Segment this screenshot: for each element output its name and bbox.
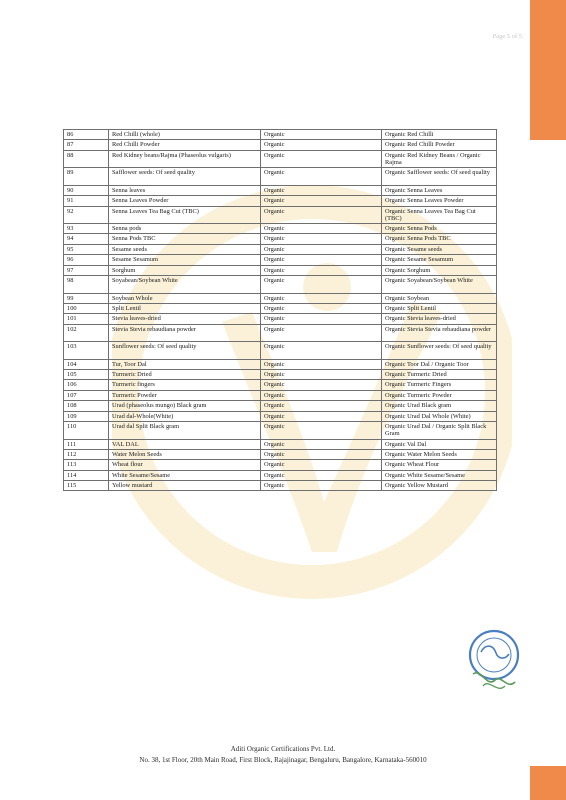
cell-category: Organic <box>261 380 382 390</box>
cell-product-name: Soyabean/Soybean White <box>109 276 261 294</box>
cell-product-name: Sesame seeds <box>109 244 261 254</box>
table-row <box>64 206 497 224</box>
cell-category: Organic <box>261 276 382 294</box>
cell-category: Organic <box>261 411 382 421</box>
table-row <box>64 439 497 449</box>
cell-sno: 91 <box>64 196 109 206</box>
cell-product-name: Stevia leaves-dried <box>109 314 261 324</box>
cell-sno: 96 <box>64 255 109 265</box>
cell-sno: 111 <box>64 439 109 449</box>
footer-address: No. 38, 1st Floor, 20th Main Road, First Block, Rajajinagar, Bengaluru, Bangalore, Karnataka-560010 <box>139 756 427 764</box>
table-row <box>64 196 497 206</box>
cell-product-name: Tur, Toor Dal <box>109 359 261 369</box>
cell-sno: 107 <box>64 390 109 400</box>
table-row <box>64 370 497 380</box>
cell-category: Organic <box>261 481 382 491</box>
table-row <box>64 460 497 470</box>
cell-product-name: Urad dal Split Black gram <box>109 422 261 440</box>
cell-category: Organic <box>261 390 382 400</box>
cell-description: Organic Turmeric Powder <box>382 390 497 400</box>
cell-product-name: Water Melon Seeds <box>109 449 261 459</box>
cell-sno: 103 <box>64 342 109 360</box>
cell-product-name: Red Chilli (whole) <box>109 130 261 140</box>
orange-side-bar-bottom <box>530 766 566 800</box>
table-row <box>64 140 497 150</box>
products-table <box>63 129 497 491</box>
cell-sno: 98 <box>64 276 109 294</box>
certification-seal-icon <box>463 628 521 698</box>
table-row <box>64 390 497 400</box>
cell-description: Organic Urad Dal / Organic Split Black Gram <box>382 422 497 440</box>
cell-description: Organic Safflower seeds: Of seed quality <box>382 168 497 186</box>
table-row <box>64 303 497 313</box>
cell-sno: 109 <box>64 411 109 421</box>
cell-description: Organic Sorghum <box>382 265 497 275</box>
cell-description: Organic White Sesame/Sesame <box>382 470 497 480</box>
cell-product-name: Senna Leaves Tea Bag Cut (TBC) <box>109 206 261 224</box>
cell-product-name: Sorghum <box>109 265 261 275</box>
cell-sno: 115 <box>64 481 109 491</box>
cell-description: Organic Val Dal <box>382 439 497 449</box>
cell-sno: 102 <box>64 324 109 342</box>
table-row <box>64 314 497 324</box>
cell-product-name: Soybean Whole <box>109 293 261 303</box>
cell-sno: 89 <box>64 168 109 186</box>
page-number: Page 5 of 5 <box>492 33 522 40</box>
table-row <box>64 481 497 491</box>
cell-product-name: Turmeric Powder <box>109 390 261 400</box>
cell-sno: 101 <box>64 314 109 324</box>
cell-description: Organic Senna Leaves Powder <box>382 196 497 206</box>
cell-category: Organic <box>261 196 382 206</box>
cell-description: Organic Red Chilli Powder <box>382 140 497 150</box>
cell-category: Organic <box>261 422 382 440</box>
footer-company-name: Aditi Organic Certifications Pvt. Ltd. <box>230 745 336 753</box>
cell-product-name: Turmeric Dried <box>109 370 261 380</box>
cell-product-name: Urad dal-Whole(White) <box>109 411 261 421</box>
table-row <box>64 255 497 265</box>
cell-sno: 110 <box>64 422 109 440</box>
cell-description: Organic Split Lentil <box>382 303 497 313</box>
cell-sno: 108 <box>64 401 109 411</box>
cell-category: Organic <box>261 234 382 244</box>
table-row <box>64 244 497 254</box>
cell-description: Organic Urad Black gram <box>382 401 497 411</box>
table-row <box>64 224 497 234</box>
table-row <box>64 422 497 440</box>
table-row <box>64 150 497 168</box>
cell-description: Organic Red Kidney Beans / Organic Rajma <box>382 150 497 168</box>
cell-description: Organic Water Melon Seeds <box>382 449 497 459</box>
cell-product-name: Red Kidney beans/Rajma (Phaseolus vulgaris) <box>109 150 261 168</box>
cell-sno: 97 <box>64 265 109 275</box>
cell-description: Organic Urad Dal Whole (White) <box>382 411 497 421</box>
cell-product-name: Senna pods <box>109 224 261 234</box>
cell-description: Organic Turmeric Dried <box>382 370 497 380</box>
cell-sno: 106 <box>64 380 109 390</box>
cell-sno: 95 <box>64 244 109 254</box>
cell-sno: 92 <box>64 206 109 224</box>
cell-product-name: Senna Pods TBC <box>109 234 261 244</box>
cell-sno: 93 <box>64 224 109 234</box>
table-row <box>64 401 497 411</box>
cell-sno: 114 <box>64 470 109 480</box>
cell-category: Organic <box>261 460 382 470</box>
cell-category: Organic <box>261 439 382 449</box>
table-row <box>64 185 497 195</box>
cell-product-name: Wheat flour <box>109 460 261 470</box>
cell-category: Organic <box>261 293 382 303</box>
cell-sno: 112 <box>64 449 109 459</box>
cell-sno: 104 <box>64 359 109 369</box>
cell-description: Organic Toor Dal / Organic Toor <box>382 359 497 369</box>
cell-category: Organic <box>261 342 382 360</box>
cell-product-name: Safflower seeds: Of seed quality <box>109 168 261 186</box>
cell-product-name: Urad (phaseolus mungo) Black gram <box>109 401 261 411</box>
table-row <box>64 293 497 303</box>
cell-product-name: Senna Leaves Powder <box>109 196 261 206</box>
cell-product-name: Sesame Sesamum <box>109 255 261 265</box>
cell-product-name: VAL DAL <box>109 439 261 449</box>
cell-category: Organic <box>261 370 382 380</box>
cell-description: Organic Wheat Flour <box>382 460 497 470</box>
table-row <box>64 130 497 140</box>
cell-category: Organic <box>261 449 382 459</box>
cell-description: Organic Sesame Sesamum <box>382 255 497 265</box>
cell-category: Organic <box>261 324 382 342</box>
cell-sno: 90 <box>64 185 109 195</box>
cell-description: Organic Stevia Stevia rebaudiana powder <box>382 324 497 342</box>
table-row <box>64 234 497 244</box>
cell-category: Organic <box>261 359 382 369</box>
table-row <box>64 411 497 421</box>
cell-category: Organic <box>261 224 382 234</box>
cell-category: Organic <box>261 206 382 224</box>
table-row <box>64 342 497 360</box>
cell-description: Organic Soyabean/Soybean White <box>382 276 497 294</box>
cell-description: Organic Sunflower seeds: Of seed quality <box>382 342 497 360</box>
table-row <box>64 359 497 369</box>
table-row <box>64 324 497 342</box>
cell-category: Organic <box>261 130 382 140</box>
cell-category: Organic <box>261 303 382 313</box>
cell-category: Organic <box>261 401 382 411</box>
cell-sno: 87 <box>64 140 109 150</box>
cell-category: Organic <box>261 168 382 186</box>
cell-product-name: Sunflower seeds: Of seed quality <box>109 342 261 360</box>
orange-side-bar-top <box>530 0 566 140</box>
cell-description: Organic Senna Pods TBC <box>382 234 497 244</box>
table-row <box>64 168 497 186</box>
cell-description: Organic Senna Leaves Tea Bag Cut (TBC) <box>382 206 497 224</box>
cell-sno: 113 <box>64 460 109 470</box>
cell-category: Organic <box>261 140 382 150</box>
cell-description: Organic Senna Leaves <box>382 185 497 195</box>
cell-sno: 99 <box>64 293 109 303</box>
cell-product-name: White Sesame/Sesame <box>109 470 261 480</box>
cell-product-name: Stevia Stevia rebaudiana powder <box>109 324 261 342</box>
cell-category: Organic <box>261 314 382 324</box>
cell-description: Organic Stevia leaves-dried <box>382 314 497 324</box>
table-row <box>64 276 497 294</box>
cell-sno: 105 <box>64 370 109 380</box>
cell-category: Organic <box>261 150 382 168</box>
cell-category: Organic <box>261 470 382 480</box>
cell-description: Organic Red Chilli <box>382 130 497 140</box>
cell-product-name: Turmeric fingers <box>109 380 261 390</box>
cell-product-name: Split Lentil <box>109 303 261 313</box>
table-row <box>64 470 497 480</box>
cell-description: Organic Soybean <box>382 293 497 303</box>
cell-sno: 86 <box>64 130 109 140</box>
cell-product-name: Senna leaves <box>109 185 261 195</box>
cell-description: Organic Sesame seeds <box>382 244 497 254</box>
cell-sno: 100 <box>64 303 109 313</box>
cell-product-name: Yellow mustard <box>109 481 261 491</box>
cell-category: Organic <box>261 265 382 275</box>
table-row <box>64 449 497 459</box>
cell-product-name: Red Chilli Powder <box>109 140 261 150</box>
cell-description: Organic Senna Pods <box>382 224 497 234</box>
cell-sno: 88 <box>64 150 109 168</box>
cell-description: Organic Turmeric Fingers <box>382 380 497 390</box>
cell-description: Organic Yellow Mustard <box>382 481 497 491</box>
table-row <box>64 265 497 275</box>
products-table-body <box>64 130 497 491</box>
cell-category: Organic <box>261 185 382 195</box>
cell-sno: 94 <box>64 234 109 244</box>
cell-category: Organic <box>261 255 382 265</box>
table-row <box>64 380 497 390</box>
cell-category: Organic <box>261 244 382 254</box>
